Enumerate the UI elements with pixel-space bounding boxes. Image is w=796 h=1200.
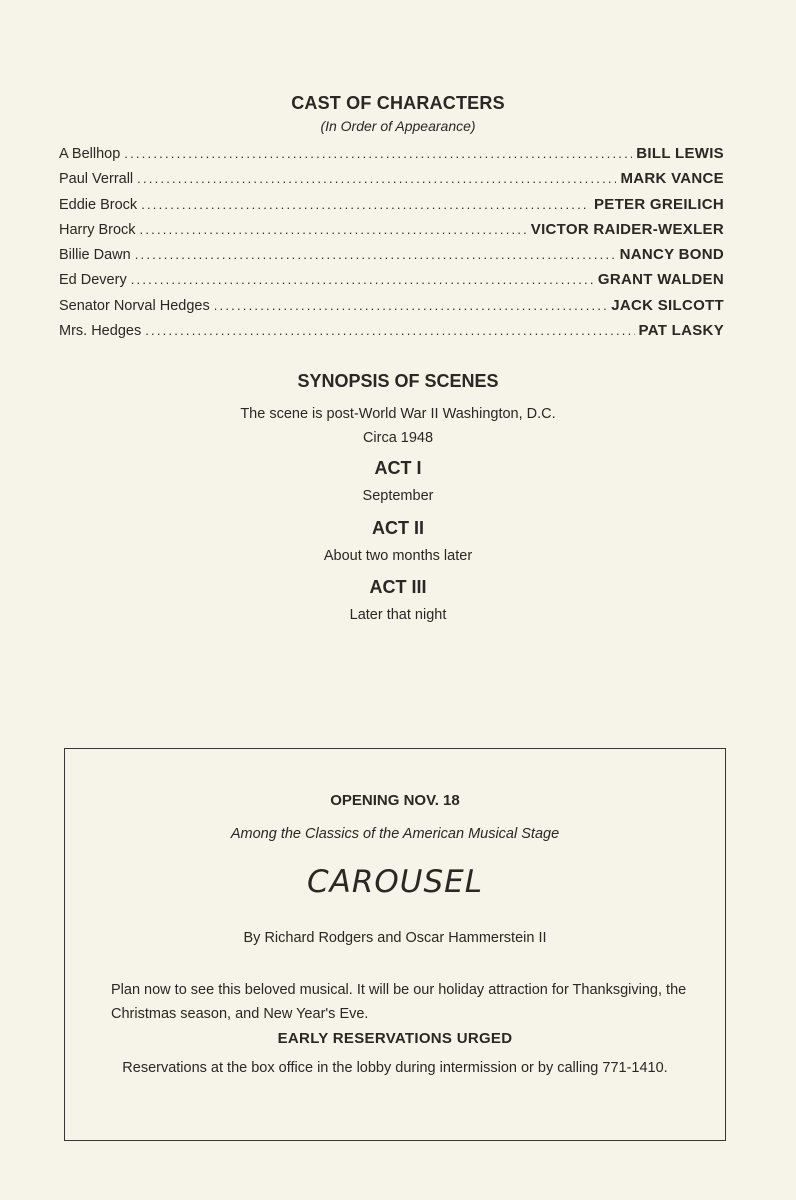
cast-actor: VICTOR RAIDER-WEXLER (530, 220, 724, 238)
cast-entry (59, 145, 724, 170)
show-title: CAROUSEL (306, 864, 484, 900)
cast-entry (59, 170, 724, 195)
announcement-box (64, 748, 726, 1141)
dot-leader (131, 272, 594, 287)
cast-role: Mrs. Hedges (59, 323, 142, 340)
cast-role: A Bellhop (59, 146, 121, 162)
dot-leader (124, 146, 632, 161)
cast-entry (59, 322, 724, 347)
dot-leader (145, 323, 634, 338)
synopsis-date: Circa 1948 (362, 430, 434, 446)
cast-entry (59, 246, 724, 271)
dot-leader (135, 247, 616, 262)
cast-actor: PAT LASKY (638, 322, 724, 340)
show-credits: By Richard Rodgers and Oscar Hammerstein II (243, 930, 547, 946)
cast-entry (59, 196, 724, 221)
synopsis-setting: The scene is post-World War II Washington, D.C. (240, 406, 556, 422)
act-3-description: Later that night (349, 607, 447, 623)
plan-paragraph: Plan now to see this beloved musical. It will be our holiday attraction for Thanksgiving, the Christmas season, and New Year's Eve. (111, 982, 687, 1022)
cast-actor: GRANT WALDEN (597, 271, 724, 289)
cast-role: Ed Devery (59, 272, 127, 289)
synopsis-heading: SYNOPSIS OF SCENES (297, 371, 499, 391)
cast-role: Billie Dawn (59, 247, 131, 264)
cast-role: Senator Norval Hedges (59, 297, 210, 314)
dot-leader (141, 197, 590, 212)
act-2-label: ACT II (372, 518, 424, 538)
cast-subheading: (In Order of Appearance) (320, 118, 476, 134)
reservations-info: Reservations at the box office in the lobby during intermission or by calling 771-1410. (122, 1060, 668, 1076)
cast-entry (59, 221, 724, 246)
act-1-label: ACT I (374, 458, 422, 478)
act-3-label: ACT III (369, 577, 427, 597)
cast-heading: CAST OF CHARACTERS (291, 93, 505, 113)
cast-list (59, 145, 724, 347)
cast-actor: PETER GREILICH (593, 195, 724, 213)
cast-role: Harry Brock (59, 221, 136, 238)
opening-date: OPENING NOV. 18 (330, 792, 460, 809)
cast-entry (59, 271, 724, 296)
dot-leader (214, 298, 607, 313)
act-1-description: September (362, 488, 434, 504)
act-2-description: About two months later (323, 548, 473, 564)
cast-actor: BILL LEWIS (636, 145, 724, 162)
cast-entry (59, 297, 724, 322)
announcement-tagline: Among the Classics of the American Musical Stage (230, 826, 560, 842)
cast-actor: JACK SILCOTT (611, 296, 724, 314)
cast-actor: MARK VANCE (620, 170, 724, 188)
cast-actor: NANCY BOND (619, 246, 724, 264)
dot-leader (140, 222, 527, 237)
reservations-urged: EARLY RESERVATIONS URGED (277, 1030, 513, 1047)
cast-role: Eddie Brock (59, 196, 138, 213)
dot-leader (137, 171, 616, 186)
cast-role: Paul Verrall (59, 171, 134, 188)
